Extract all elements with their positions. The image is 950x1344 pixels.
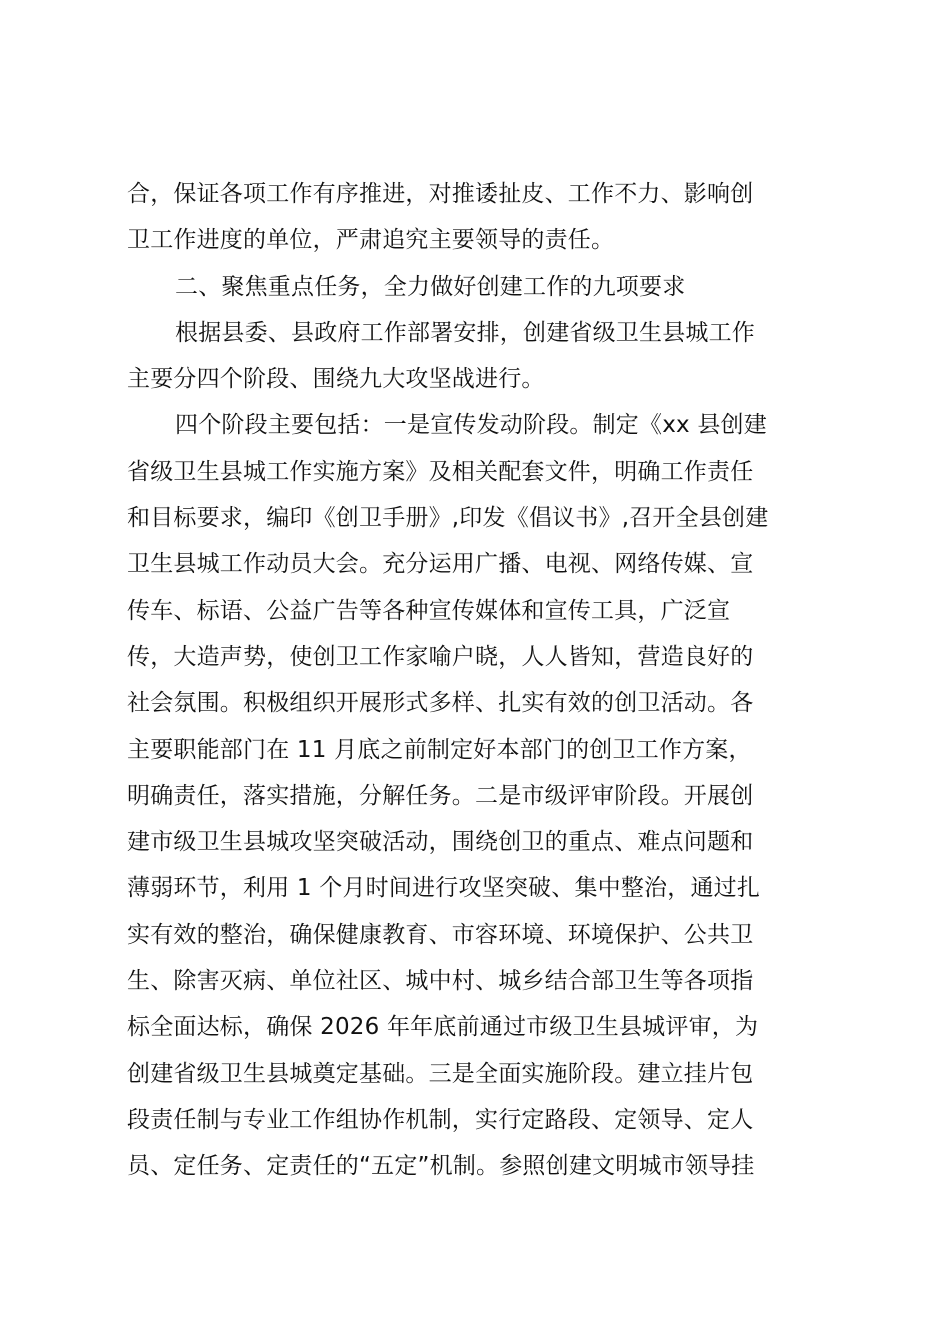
text-line: 段责任制与专业工作组协作机制，实行定路段、定领导、定人	[127, 1106, 754, 1133]
text-line: 传，大造声势，使创卫工作家喻户晓，人人皆知，营造良好的	[127, 643, 754, 670]
text-line: 建市级卫生县城攻坚突破活动，围绕创卫的重点、难点问题和	[127, 829, 754, 856]
text-line: 传车、标语、公益广告等各种宣传媒体和宣传工具，广泛宣	[127, 597, 731, 624]
text-line: 主要分四个阶段、围绕九大攻坚战进行。	[127, 366, 545, 393]
text-line: 创建省级卫生县城奠定基础。三是全面实施阶段。建立挂片包	[127, 1060, 754, 1087]
body-text	[127, 171, 827, 1190]
text-line: 根据县委、县政府工作部署安排，创建省级卫生县城工作	[175, 319, 755, 346]
text-line: 薄弱环节，利用 1 个月时间进行攻坚突破、集中整治，通过扎	[127, 875, 761, 902]
text-line: 卫生县城工作动员大会。充分运用广播、电视、网络传媒、宣	[127, 551, 754, 578]
text-line: 社会氛围。积极组织开展形式多样、扎实有效的创卫活动。各	[127, 690, 754, 717]
text-line: 实有效的整治，确保健康教育、市容环境、环境保护、公共卫	[127, 921, 754, 948]
text-line: 卫工作进度的单位，严肃追究主要领导的责任。	[127, 227, 615, 254]
text-line: 员、定任务、定责任的“五定”机制。参照创建文明城市领导挂	[127, 1153, 755, 1180]
text-line: 标全面达标，确保 2026 年年底前通过市级卫生县城评审，为	[127, 1014, 759, 1041]
text-line: 明确责任，落实措施，分解任务。二是市级评审阶段。开展创	[127, 782, 754, 809]
text-line: 生、除害灭病、单位社区、城中村、城乡结合部卫生等各项指	[127, 968, 754, 995]
text-line: 和目标要求，编印《创卫手册》,印发《倡议书》,召开全县创建	[127, 505, 769, 532]
text-line: 省级卫生县城工作实施方案》及相关配套文件，明确工作责任	[127, 458, 754, 485]
section-heading: 二、聚焦重点任务，全力做好创建工作的九项要求	[175, 273, 686, 300]
text-line: 合，保证各项工作有序推进，对推诿扯皮、工作不力、影响创	[127, 181, 754, 207]
text-line: 主要职能部门在 11 月底之前制定好本部门的创卫工作方案，	[127, 736, 752, 763]
text-line: 四个阶段主要包括：一是宣传发动阶段。制定《xx 县创建	[175, 412, 767, 439]
